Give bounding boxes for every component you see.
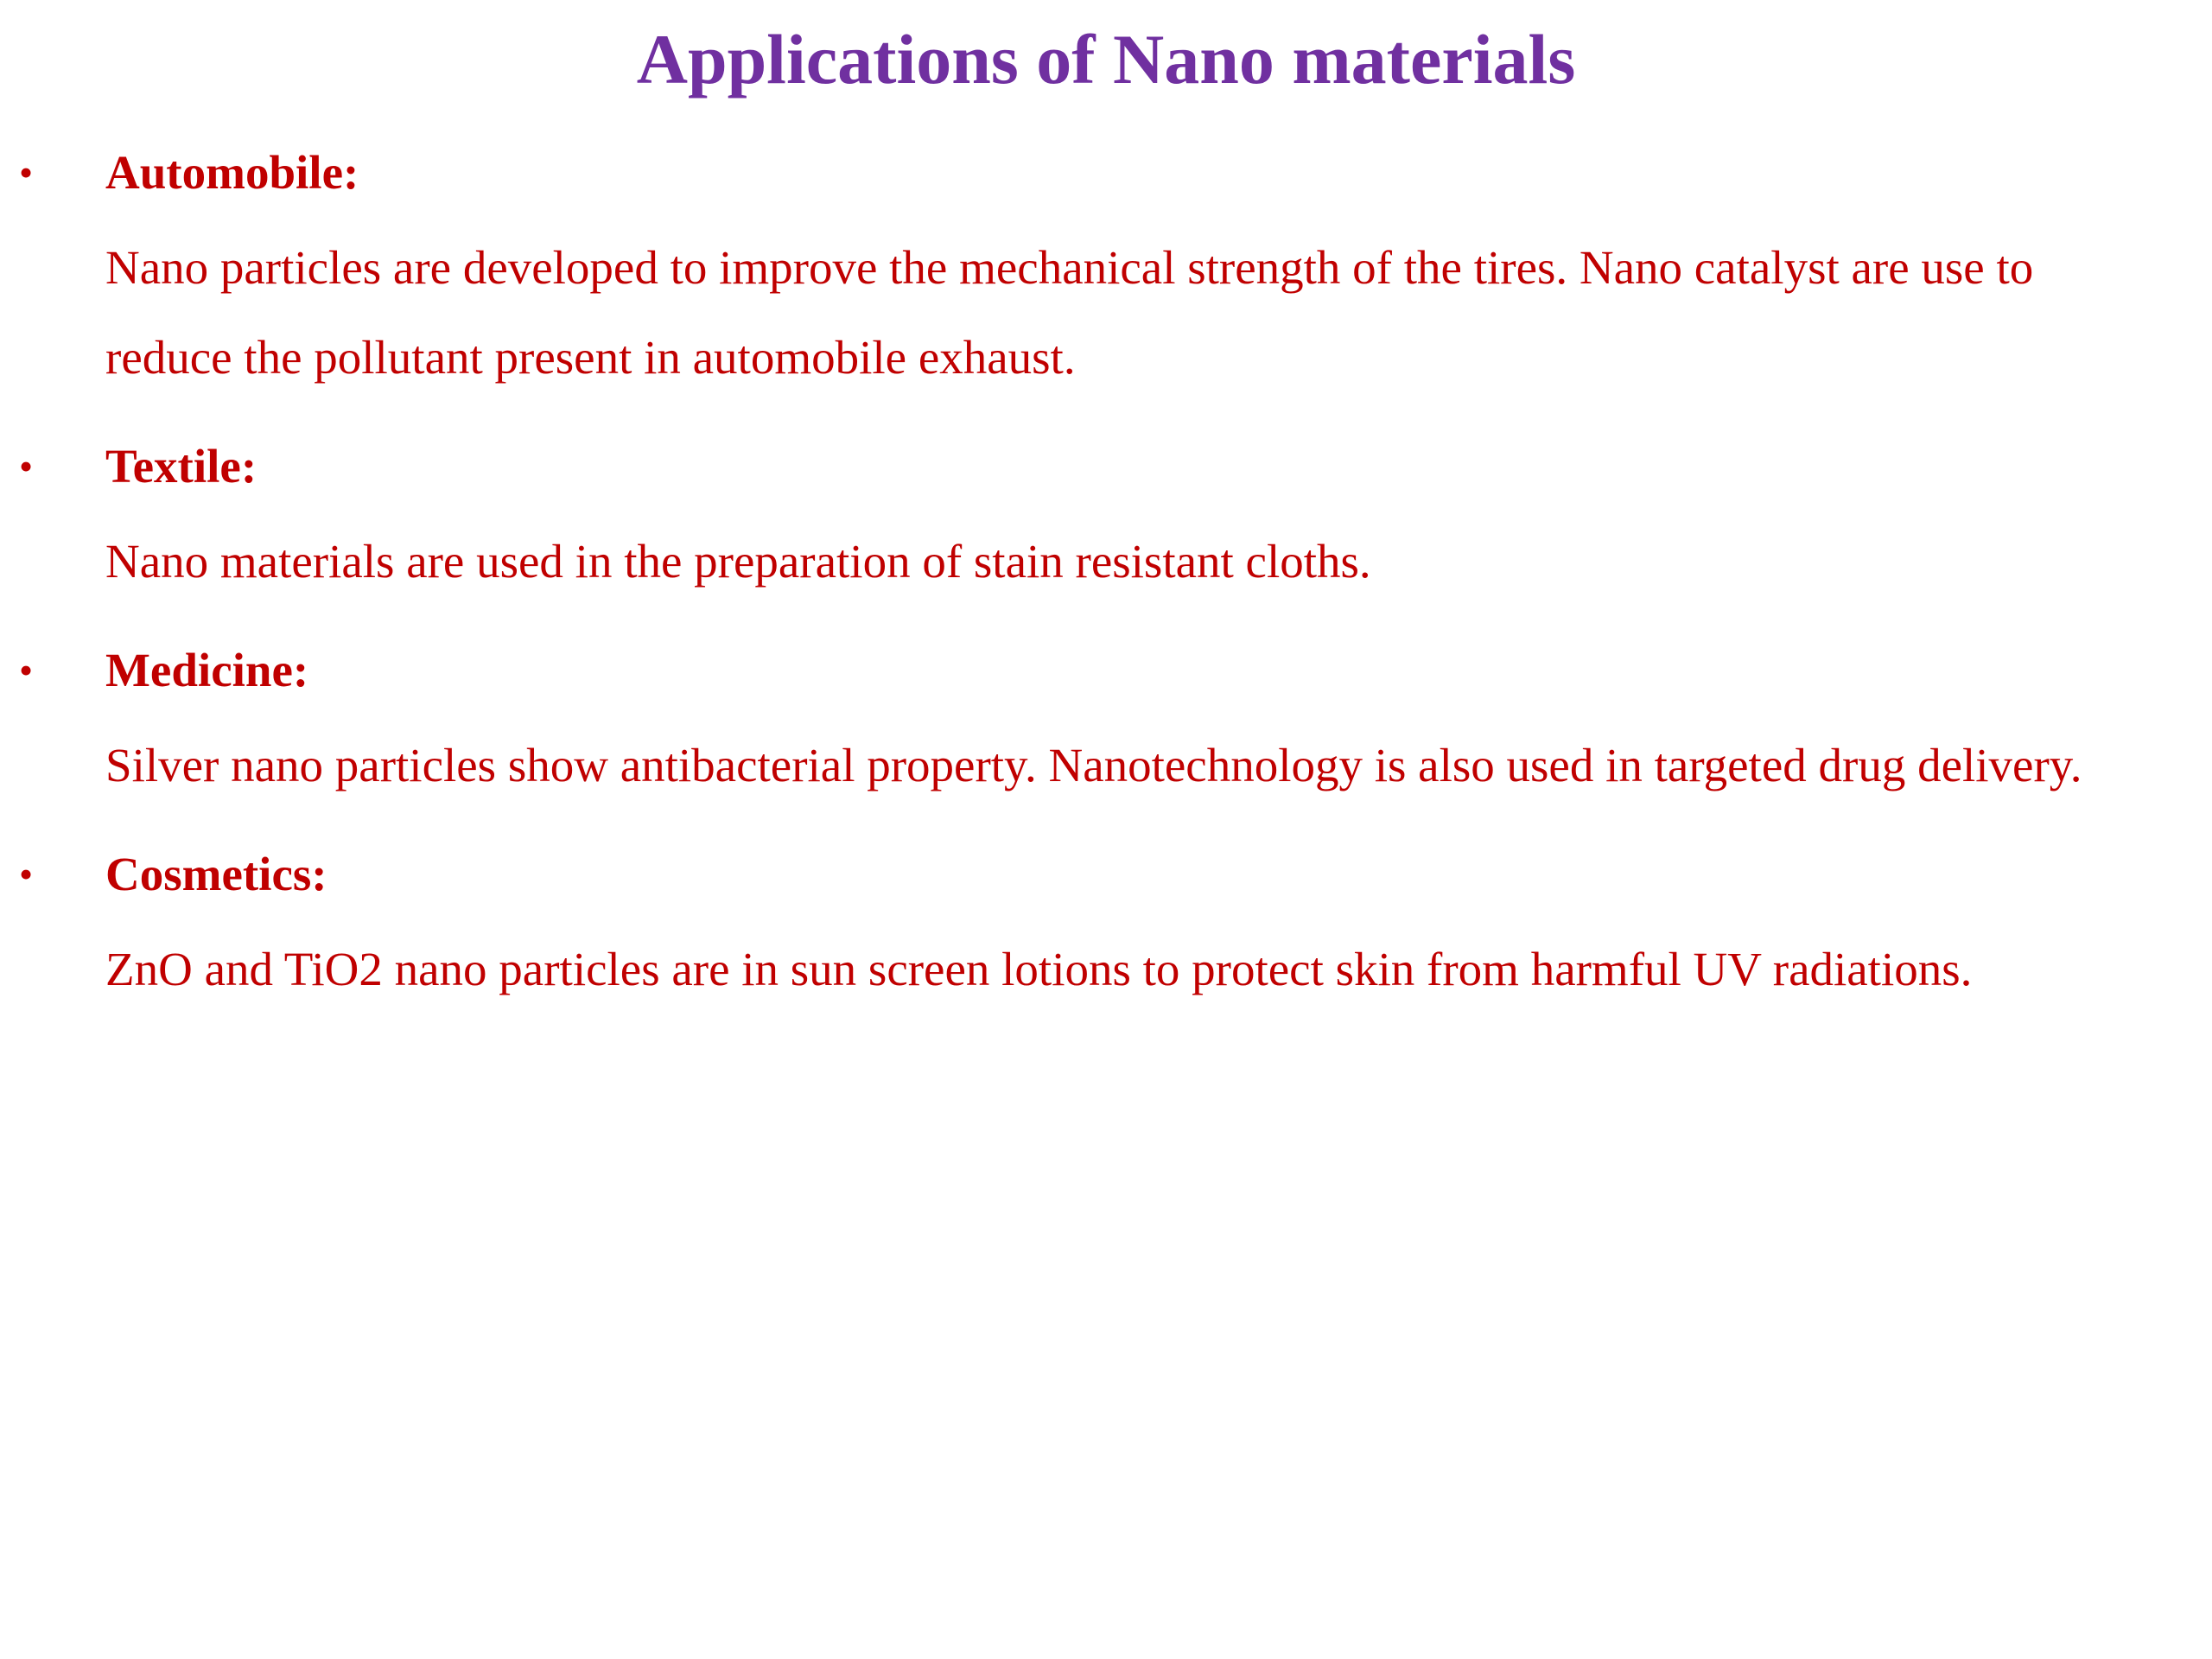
item-description [105,925,2179,1014]
item-description [105,517,2179,607]
bullet-icon: • [19,648,34,692]
bullet-icon: • [19,150,34,194]
slide-title: Applications of Nano materials [636,20,1576,99]
description-line: reduce the pollutant present in automobile exhaust. [105,331,1076,384]
description-line: Nano materials are used in the preparation of stain resistant cloths. [105,535,1371,588]
item-description [105,223,2179,403]
item-description [105,721,2179,810]
item-heading: Textile: [105,440,257,493]
bullet-icon: • [19,852,34,896]
description-line: Nano particles are developed to improve the mechanical strength of the tires. Nano catalyst are use to [105,241,2034,294]
item-heading: Medicine: [105,644,309,696]
bullet-icon: • [19,444,34,488]
description-line: ZnO and TiO2 nano particles are in sun screen lotions to protect skin from harmful UV radiations. [105,943,1973,995]
item-heading: Cosmetics: [105,848,327,900]
description-line: Silver nano particles show antibacterial property. Nanotechnology is also used in targeted drug delivery. [105,739,2082,791]
item-heading: Automobile: [105,146,359,199]
